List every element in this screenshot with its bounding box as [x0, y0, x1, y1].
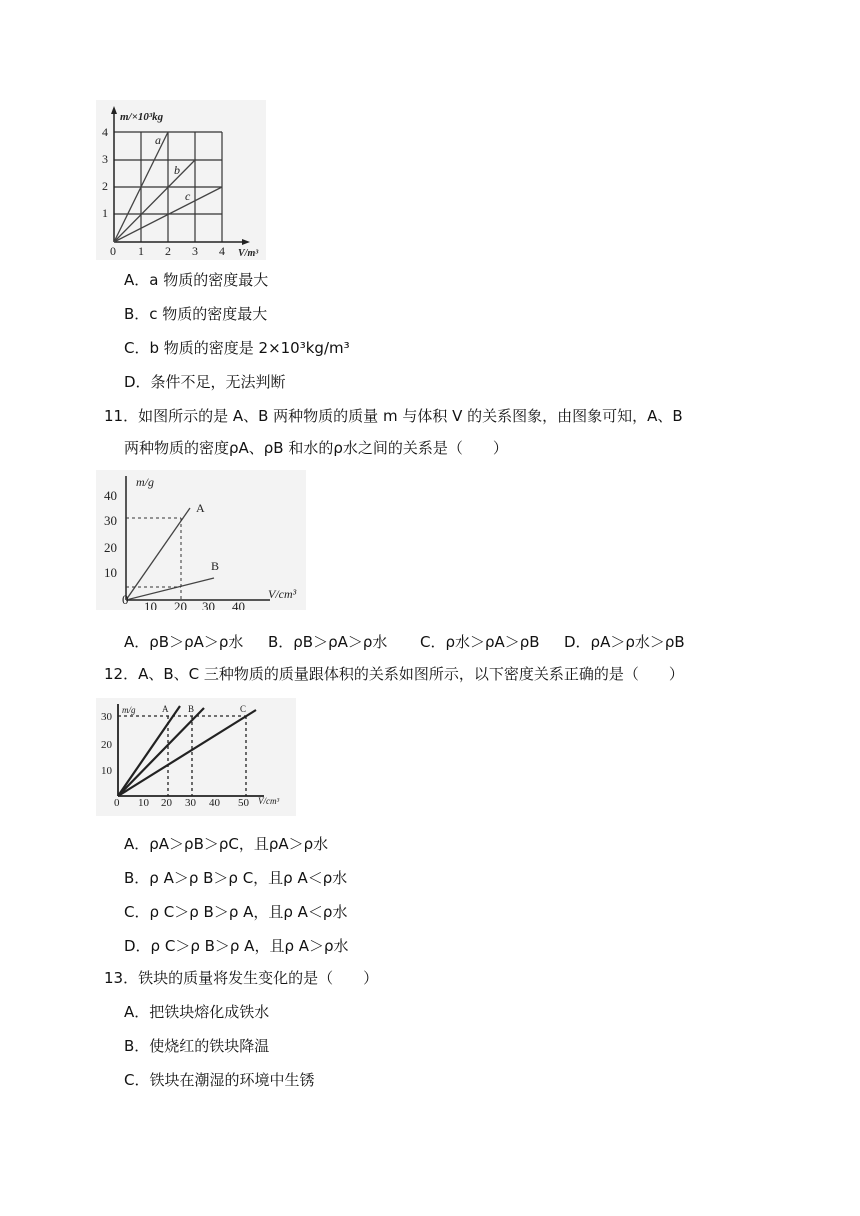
q10-line-label-b: b: [174, 163, 180, 177]
q12-stem: 12．A、B、C 三种物质的质量跟体积的关系如图所示，以下密度关系正确的是（ ）: [104, 665, 684, 683]
q11-stem-line1: 11．如图所示的是 A、B 两种物质的质量 m 与体积 V 的关系图象，由图象可知，A、B: [104, 407, 683, 425]
q11-xtick: 20: [174, 599, 187, 610]
q10-line-label-c: c: [185, 189, 191, 203]
q11-xtick: 30: [202, 599, 215, 610]
q10-xtick: 4: [219, 244, 225, 258]
q12-line-label-a: A: [162, 704, 169, 714]
q13-stem: 13．铁块的质量将发生变化的是（ ）: [104, 969, 379, 987]
q12-xtick: 10: [138, 797, 149, 809]
q12-option-b: B．ρ A＞ρ B＞ρ C，且ρ A＜ρ水: [124, 869, 348, 887]
q11-xlabel: V/cm³: [268, 587, 297, 601]
q10-xlabel: V/m³: [238, 248, 259, 259]
q11-graph: [96, 470, 306, 610]
q12-xlabel: V/cm³: [258, 796, 280, 806]
q13-option-b: B．使烧红的铁块降温: [124, 1037, 270, 1055]
q11-line-label-b: B: [211, 559, 220, 573]
q12-line-label-c: C: [240, 704, 247, 714]
q10-ytick: 1: [102, 206, 108, 220]
q12-xtick: 30: [185, 797, 196, 809]
q12-xtick: 40: [209, 797, 220, 809]
q12-option-d: D．ρ C＞ρ B＞ρ A，且ρ A＞ρ水: [124, 937, 349, 955]
q11-ytick: 30: [104, 513, 117, 528]
q10-option-a: A．a 物质的密度最大: [124, 271, 269, 289]
q12-xtick: 0: [114, 797, 120, 809]
q12-ytick: 30: [101, 711, 112, 723]
q11-xtick: 10: [144, 599, 157, 610]
q10-option-b: B．c 物质的密度最大: [124, 305, 268, 323]
q12-xtick: 20: [161, 797, 172, 809]
q11-xtick: 40: [232, 599, 245, 610]
q10-line-label-a: a: [155, 133, 161, 147]
q11-xtick: 0: [122, 592, 129, 607]
q12-graph: [96, 698, 296, 816]
q10-option-d: D．条件不足，无法判断: [124, 373, 286, 391]
q11-ytick: 40: [104, 488, 117, 503]
q11-ytick: 10: [104, 565, 117, 580]
q12-option-c: C．ρ C＞ρ B＞ρ A，且ρ A＜ρ水: [124, 903, 348, 921]
q10-xtick: 2: [165, 244, 171, 258]
q12-option-a: A．ρA＞ρB＞ρC，且ρA＞ρ水: [124, 835, 329, 853]
q10-ylabel: m/×10³kg: [120, 111, 164, 123]
q10-xtick: 0: [110, 244, 116, 258]
q10-option-c: C．b 物质的密度是 2×10³kg/m³: [124, 339, 350, 357]
q13-option-c: C．铁块在潮湿的环境中生锈: [124, 1071, 315, 1089]
q11-option-b: B．ρB＞ρA＞ρ水: [268, 633, 388, 651]
q12-ytick: 10: [101, 765, 112, 777]
q13-option-a: A．把铁块熔化成铁水: [124, 1003, 270, 1021]
q10-graph: [96, 100, 266, 260]
q11-ytick: 20: [104, 540, 117, 555]
q11-line-label-a: A: [196, 501, 205, 515]
q12-xtick: 50: [238, 797, 249, 809]
q10-ytick: 2: [102, 179, 108, 193]
q10-xtick: 1: [138, 244, 144, 258]
q11-ylabel: m/g: [136, 475, 154, 489]
q11-option-d: D．ρA＞ρ水＞ρB: [564, 633, 685, 651]
q10-ytick: 4: [102, 125, 108, 139]
q11-option-c: C．ρ水＞ρA＞ρB: [420, 633, 540, 651]
q12-ylabel: m/g: [122, 705, 136, 715]
q11-option-a: A．ρB＞ρA＞ρ水: [124, 633, 244, 651]
q10-ytick: 3: [102, 152, 108, 166]
q12-ytick: 20: [101, 739, 112, 751]
q11-stem-line2: 两种物质的密度ρA、ρB 和水的ρ水之间的关系是（ ）: [124, 439, 508, 457]
q12-line-label-b: B: [188, 704, 195, 714]
q10-xtick: 3: [192, 244, 198, 258]
